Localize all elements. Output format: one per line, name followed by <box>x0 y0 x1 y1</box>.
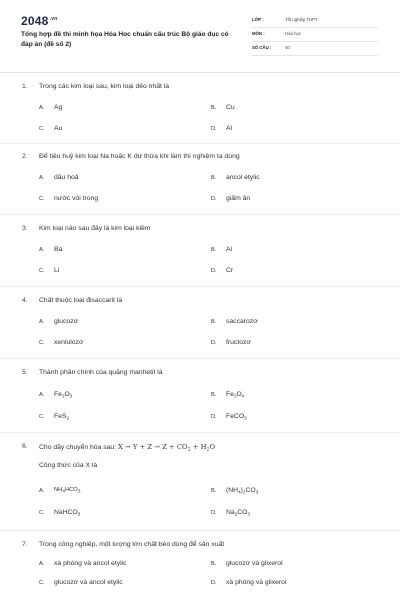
scheme-subscript: 2 <box>206 447 210 453</box>
formula-part: NH <box>54 487 63 493</box>
header-divider <box>0 72 400 73</box>
option-label: A. <box>39 561 45 567</box>
meta-row-count <box>252 42 378 56</box>
question-number: 2. <box>22 153 28 160</box>
formula-subscript: 3 <box>69 393 73 399</box>
formula-subscript: 2 <box>234 511 238 517</box>
option-a[interactable]: glucozơ <box>54 318 79 325</box>
option-label: C. <box>39 580 45 586</box>
exam-meta <box>252 14 378 56</box>
scheme-part: + H <box>190 443 207 451</box>
scheme-part: Y + Z <box>130 443 155 451</box>
formula-part: O <box>64 391 70 398</box>
question-number: 4. <box>22 297 28 304</box>
question-number: 6. <box>22 443 28 450</box>
formula-subscript: 3 <box>244 415 247 421</box>
option-label: B. <box>211 488 217 494</box>
meta-value: Tốt nghiệp THPT <box>285 17 318 22</box>
option-c[interactable]: nước vôi trong <box>54 195 99 202</box>
formula-subscript: 2 <box>242 489 246 495</box>
option-b[interactable]: saccarozơ <box>226 318 258 325</box>
formula-subscript: 4 <box>241 393 245 399</box>
meta-key: SỐ CÂU : <box>252 45 272 50</box>
option-label: B. <box>211 175 217 181</box>
question-text <box>39 443 215 453</box>
formula-subscript: 2 <box>66 415 70 421</box>
question-divider <box>0 530 400 531</box>
question-divider <box>0 214 400 215</box>
question-1 <box>0 78 400 140</box>
formula-subscript: 3 <box>233 393 237 399</box>
question-number: 7. <box>22 541 28 548</box>
question-divider <box>0 143 400 144</box>
question-2 <box>0 148 400 210</box>
question-subtext: Công thức của X là <box>39 462 98 469</box>
formula-part: O <box>236 391 242 398</box>
option-b[interactable]: Al <box>226 246 233 253</box>
option-d[interactable]: xà phòng và glixerol <box>226 579 287 586</box>
option-c[interactable]: glucozơ và ancol etylic <box>54 579 123 586</box>
option-b[interactable] <box>226 487 258 495</box>
question-text: Thành phần chính của quặng manhetit là <box>39 369 163 376</box>
option-b[interactable]: Cu <box>226 104 235 111</box>
question-number: 1. <box>22 83 28 90</box>
formula-subscript: 4 <box>62 488 65 494</box>
question-number: 5. <box>22 369 28 376</box>
scheme-part: O <box>209 443 216 451</box>
option-d[interactable]: Cr <box>226 267 234 274</box>
formula-part: Fe <box>54 391 62 398</box>
option-d[interactable] <box>226 509 250 517</box>
option-label: A. <box>39 319 45 325</box>
formula-part: CO <box>245 487 256 494</box>
option-label: C. <box>39 414 45 420</box>
formula-part: ) <box>240 487 243 494</box>
meta-key: LỚP : <box>252 17 264 22</box>
question-4 <box>0 292 400 354</box>
option-a[interactable]: Ag <box>54 104 63 111</box>
question-text: Trong công nghiệp, một lượng lớn chất béo dùng để sản xuất <box>39 541 225 548</box>
question-divider <box>0 358 400 359</box>
meta-key: MÔN : <box>252 31 265 36</box>
exam-header <box>0 0 400 70</box>
option-c[interactable] <box>54 413 69 421</box>
meta-row-subject <box>252 28 378 42</box>
formula-subscript: 2 <box>61 393 65 399</box>
scheme-part: X <box>117 443 125 451</box>
option-a[interactable] <box>54 391 72 399</box>
question-7 <box>0 536 400 598</box>
option-label: A. <box>39 247 45 253</box>
reaction-arrow-icon: → <box>124 443 131 451</box>
option-label: D. <box>211 126 217 132</box>
logo-tld: .vn <box>49 16 58 22</box>
option-label: B. <box>211 561 217 567</box>
site-logo[interactable] <box>21 14 57 28</box>
meta-value: 40 <box>285 45 290 50</box>
question-6 <box>0 438 400 526</box>
formula-part: FeS <box>54 413 67 420</box>
option-a[interactable]: dầu hoả <box>54 174 79 181</box>
formula-part: FeCO <box>226 413 245 420</box>
question-text: Kim loại nào sau đây là kim loại kiềm <box>39 225 151 232</box>
question-number: 3. <box>22 225 28 232</box>
formula-part: CO <box>237 509 248 516</box>
question-divider <box>0 432 400 433</box>
option-c[interactable]: xenlulozơ <box>54 339 84 346</box>
question-divider <box>0 286 400 287</box>
question-text-lead: Cho dãy chuyển hóa sau: <box>39 444 117 451</box>
option-d[interactable]: giấm ăn <box>226 195 251 202</box>
option-label: C. <box>39 268 45 274</box>
formula-part: NaHCO <box>54 509 78 516</box>
formula-subscript: 4 <box>238 489 241 495</box>
option-label: B. <box>211 105 217 111</box>
option-c[interactable]: Au <box>54 125 63 132</box>
option-label: D. <box>211 510 217 516</box>
option-label: B. <box>211 392 217 398</box>
option-label: A. <box>39 488 45 494</box>
option-a[interactable] <box>54 487 80 494</box>
document-title: Tổng hợp đề thi minh họa Hóa Hoc chuẩn cấu trúc Bộ giáo dục có đáp án (đề số 2) <box>21 31 229 48</box>
option-d[interactable]: fructozơ <box>226 339 251 346</box>
option-label: D. <box>211 340 217 346</box>
option-label: C. <box>39 196 45 202</box>
formula-subscript: 3 <box>77 488 81 494</box>
option-b[interactable]: glucozơ và glixerol <box>226 560 283 567</box>
meta-value: Hóa học <box>285 31 302 36</box>
option-b[interactable]: ancol etylic <box>226 174 260 181</box>
meta-row-class <box>252 14 378 28</box>
question-3 <box>0 220 400 282</box>
formula-part: HCO <box>64 487 78 493</box>
option-b[interactable] <box>226 391 244 399</box>
question-text: Chất thuộc loại đisaccarit là <box>39 297 123 304</box>
option-label: A. <box>39 175 45 181</box>
option-label: B. <box>211 319 217 325</box>
formula-part: Fe <box>226 391 234 398</box>
option-a[interactable]: Ba <box>54 246 63 253</box>
formula-subscript: 3 <box>247 511 251 517</box>
option-c[interactable] <box>54 509 80 517</box>
option-label: A. <box>39 105 45 111</box>
option-label: A. <box>39 392 45 398</box>
option-d[interactable] <box>226 413 247 421</box>
option-label: C. <box>39 340 45 346</box>
option-c[interactable]: Li <box>54 267 60 274</box>
option-label: D. <box>211 196 217 202</box>
option-label: C. <box>39 510 45 516</box>
question-text: Để tiêu huỷ kim loại Na hoặc K dư thừa khi làm thí nghiệm ta dùng <box>39 153 240 160</box>
formula-part: (NH <box>226 487 239 494</box>
reaction-arrow-icon: → <box>154 443 160 451</box>
scheme-subscript: 2 <box>187 447 191 453</box>
option-d[interactable]: Al <box>226 125 233 132</box>
question-5 <box>0 364 400 428</box>
option-label: D. <box>211 268 217 274</box>
logo-text: 2048 <box>21 14 49 28</box>
option-label: C. <box>39 126 45 132</box>
scheme-part: Z + CO <box>159 443 188 451</box>
formula-subscript: 3 <box>77 511 81 517</box>
option-label: D. <box>211 580 217 586</box>
question-text: Trong các kim loại sau, kim loại dẻo nhất là <box>39 83 170 90</box>
option-label: D. <box>211 414 217 420</box>
formula-subscript: 3 <box>255 489 259 495</box>
option-a[interactable]: xà phòng và ancol etylic <box>54 560 127 567</box>
formula-part: Na <box>226 509 235 516</box>
option-label: B. <box>211 247 217 253</box>
reaction-scheme <box>118 443 215 451</box>
